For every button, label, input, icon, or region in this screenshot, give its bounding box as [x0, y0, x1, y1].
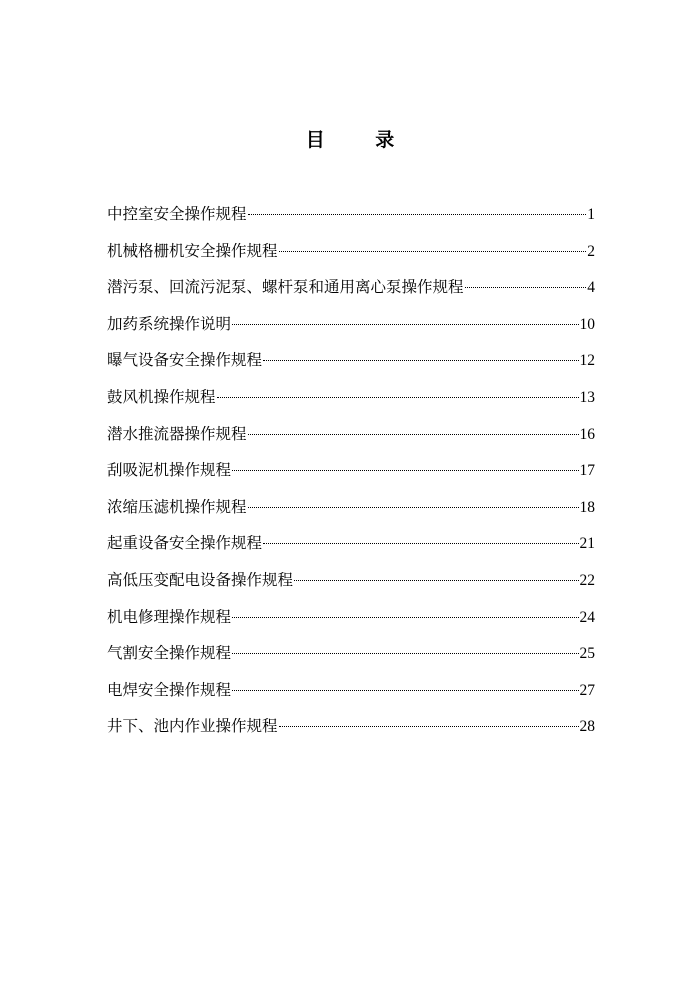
- toc-entry-text: 加药系统操作说明: [107, 314, 232, 333]
- toc-dot-leader: [465, 287, 587, 288]
- toc-dot-leader: [248, 214, 587, 215]
- toc-dot-leader: [232, 690, 578, 691]
- toc-entry-text: 鼓风机操作规程: [107, 387, 216, 406]
- toc-page-number: 24: [579, 608, 595, 626]
- toc-entry-text: 曝气设备安全操作规程: [107, 351, 263, 370]
- toc-entry-text: 高低压变配电设备操作规程: [107, 570, 294, 589]
- toc-dot-leader: [232, 653, 578, 654]
- toc-entry[interactable]: [107, 200, 595, 237]
- page-title: 目 录: [305, 129, 417, 151]
- toc-entry[interactable]: [107, 529, 595, 566]
- toc-entry[interactable]: [107, 273, 595, 310]
- toc-dot-leader: [217, 397, 579, 398]
- toc-entry[interactable]: [107, 420, 595, 457]
- toc-dot-leader: [279, 726, 579, 727]
- toc-entry[interactable]: [107, 346, 595, 383]
- toc-dot-leader: [263, 360, 578, 361]
- toc-page-number: 22: [579, 571, 595, 589]
- toc-entry-text: 井下、池内作业操作规程: [107, 717, 278, 736]
- toc-entry-text: 刮吸泥机操作规程: [107, 461, 232, 480]
- toc-list: [107, 200, 595, 749]
- toc-page-number: 10: [579, 315, 595, 333]
- toc-page-number: 16: [579, 425, 595, 443]
- toc-page-number: 1: [587, 206, 595, 223]
- toc-entry[interactable]: [107, 237, 595, 274]
- toc-entry-text: 潜污泵、回流污泥泵、螺杆泵和通用离心泵操作规程: [107, 278, 464, 297]
- toc-entry[interactable]: [107, 310, 595, 347]
- toc-entry-text: 浓缩压滤机操作规程: [107, 497, 247, 516]
- toc-dot-leader: [294, 580, 578, 581]
- toc-entry[interactable]: [107, 603, 595, 640]
- toc-entry[interactable]: [107, 676, 595, 713]
- toc-dot-leader: [248, 434, 579, 435]
- toc-entry[interactable]: [107, 493, 595, 530]
- toc-entry[interactable]: [107, 383, 595, 420]
- toc-page-number: 17: [579, 462, 595, 480]
- toc-entry-text: 中控室安全操作规程: [107, 205, 247, 223]
- toc-page-number: 21: [579, 535, 595, 553]
- toc-entry-text: 潜水推流器操作规程: [107, 424, 247, 443]
- toc-page-number: 13: [579, 388, 595, 406]
- toc-entry-text: 气割安全操作规程: [107, 644, 232, 663]
- toc-dot-leader: [279, 251, 587, 252]
- toc-page-number: 25: [579, 645, 595, 663]
- toc-entry-text: 电焊安全操作规程: [107, 680, 232, 699]
- toc-entry[interactable]: [107, 456, 595, 493]
- toc-entry[interactable]: [107, 712, 595, 749]
- toc-dot-leader: [232, 324, 578, 325]
- toc-page-number: 2: [587, 242, 595, 260]
- toc-dot-leader: [232, 470, 578, 471]
- toc-dot-leader: [263, 543, 578, 544]
- toc-page-number: 4: [587, 279, 595, 297]
- toc-page-number: 12: [579, 352, 595, 370]
- toc-entry-text: 起重设备安全操作规程: [107, 534, 263, 553]
- toc-page-number: 27: [579, 681, 595, 699]
- toc-page-number: 28: [579, 718, 595, 736]
- toc-entry-text: 机械格栅机安全操作规程: [107, 241, 278, 260]
- toc-dot-leader: [248, 507, 579, 508]
- toc-entry[interactable]: [107, 566, 595, 603]
- toc-dot-leader: [232, 617, 578, 618]
- toc-entry-text: 机电修理操作规程: [107, 607, 232, 626]
- toc-entry[interactable]: [107, 639, 595, 676]
- toc-page-number: 18: [579, 498, 595, 516]
